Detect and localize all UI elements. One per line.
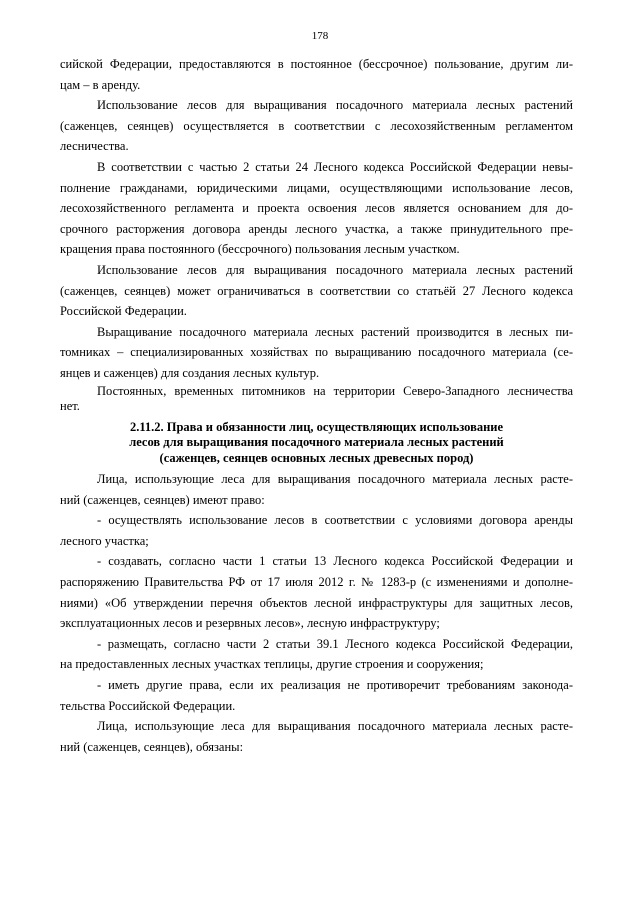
paragraph <box>60 716 573 757</box>
paragraph <box>60 510 573 551</box>
section-heading <box>60 420 573 467</box>
heading-line: (саженцев, сеянцев основных лесных древесных пород) <box>159 450 474 465</box>
text-line: - иметь другие права, если их реализация не противоречит требованиям законода- <box>97 677 573 692</box>
text-line: тельства Российской Федерации. <box>60 698 236 713</box>
text-line: нет. <box>60 398 80 413</box>
paragraph <box>60 675 573 716</box>
text-line: Использование лесов для выращивания посадочного материала лесных растений <box>97 98 573 113</box>
text-line: (саженцев, сеянцев) осуществляется в соответствии с лесохозяйственным регламентом <box>60 118 573 133</box>
text-line: лесохозяйственного регламента и проекта освоения лесов является основанием для до- <box>60 201 573 216</box>
text-line: - создавать, согласно части 1 статьи 13 Лесного кодекса Российской Федерации и <box>97 554 573 569</box>
paragraph <box>60 322 573 384</box>
text-line: ний (саженцев, сеянцев) имеют право: <box>60 492 265 507</box>
paragraph <box>60 551 573 633</box>
paragraph <box>60 95 573 157</box>
text-line: Лица, использующие леса для выращивания посадочного материала лесных расте- <box>97 719 573 734</box>
text-line: янцев и саженцев) для создания лесных культур. <box>60 365 320 380</box>
text-line: томниках – специализированных хозяйствах по выращиванию посадочного материала (се- <box>60 345 573 360</box>
paragraph <box>60 469 573 510</box>
text-line: - размещать, согласно части 2 статьи 39.1 Лесного кодекса Российской Федерации, <box>97 636 573 651</box>
paragraph <box>60 634 573 675</box>
text-line: распоряжению Правительства РФ от 17 июля 2012 г. № 1283-р (с изменениями и дополне- <box>60 574 573 589</box>
heading-line: лесов для выращивания посадочного материала лесных растений <box>129 435 504 449</box>
paragraph <box>60 54 573 95</box>
body-text <box>60 54 573 757</box>
paragraph <box>60 260 573 322</box>
text-line: Лица, использующие леса для выращивания посадочного материала лесных расте- <box>97 472 573 486</box>
text-line: Российской Федерации. <box>60 304 187 319</box>
page-number: 178 <box>311 30 329 42</box>
text-line: Постоянных, временных питомников на территории Северо-Западного лесничества <box>97 383 573 398</box>
text-line: сийской Федерации, предоставляются в постоянное (бессрочное) пользование, другим ли- <box>60 57 573 71</box>
text-line: ний (саженцев, сеянцев), обязаны: <box>60 739 244 754</box>
text-line: (саженцев, сеянцев) может ограничиваться в соответствии со статьёй 27 Лесного кодекса <box>60 283 573 298</box>
text-line: эксплуатационных лесов и резервных лесов», лесную инфраструктуру; <box>60 616 440 631</box>
text-line: Выращивание посадочного материала лесных растений производится в лесных пи- <box>97 324 573 339</box>
text-line: Использование лесов для выращивания посадочного материала лесных растений <box>97 262 573 277</box>
text-line: кращения права постоянного (бессрочного) пользования лесным участком. <box>60 242 460 257</box>
text-line: цам – в аренду. <box>60 77 141 92</box>
text-line: - осуществлять использование лесов в соответствии с условиями договора аренды <box>97 513 573 528</box>
paragraph <box>60 384 573 414</box>
text-line: В соответствии с частью 2 статьи 24 Лесного кодекса Российской Федерации невы- <box>97 159 573 174</box>
text-line: полнение гражданами, юридическими лицами, осуществляющими использование лесов, <box>60 180 573 195</box>
text-line: ниями) «Об утверждении перечня объектов лесной инфраструктуры для защитных лесов, <box>60 595 573 610</box>
text-line: лесничества. <box>60 139 129 154</box>
text-line: лесного участка; <box>60 533 149 548</box>
text-line: срочного расторжения договора аренды лесного участка, а также принудительного пре- <box>60 221 573 236</box>
text-line: на предоставленных лесных участках теплицы, другие строения и сооружения; <box>60 657 484 672</box>
paragraph <box>60 157 573 260</box>
heading-line: 2.11.2. Права и обязанности лиц, осуществляющих использование <box>129 419 504 434</box>
